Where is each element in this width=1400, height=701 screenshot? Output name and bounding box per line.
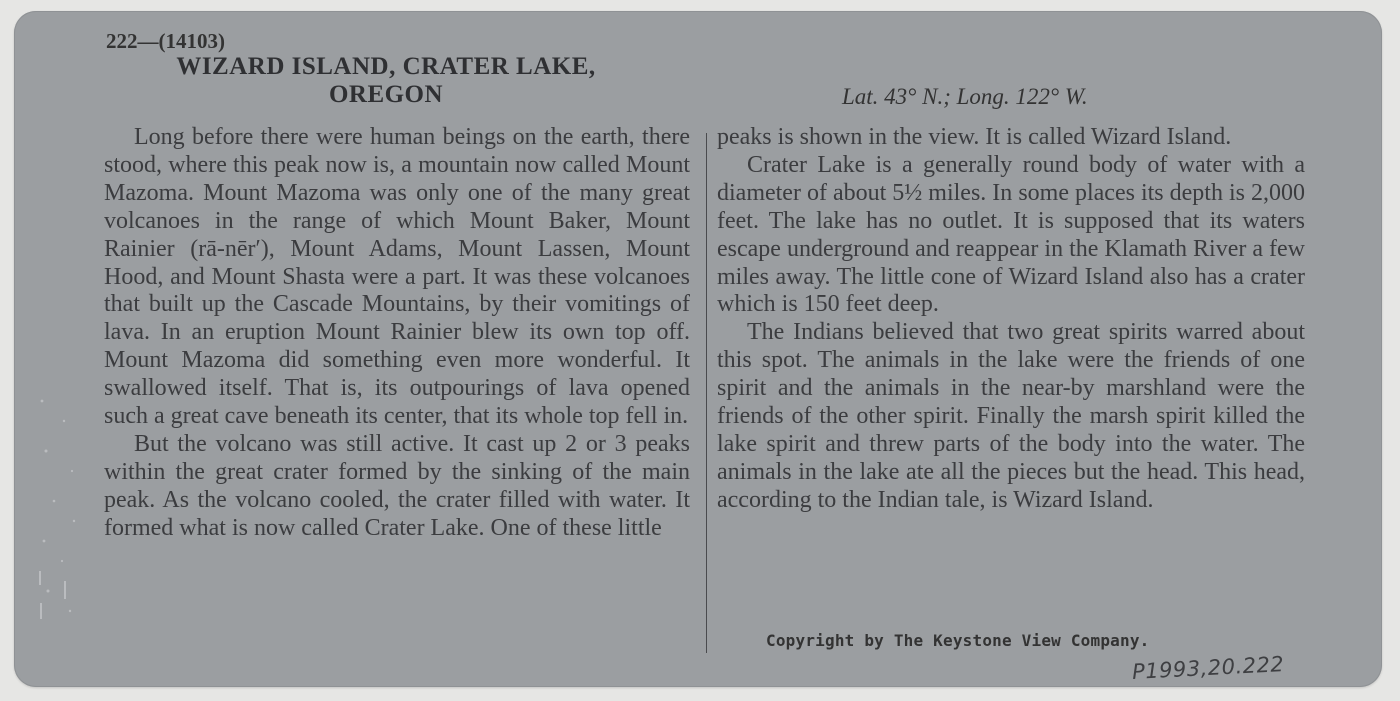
right-text-column xyxy=(717,124,1305,515)
copyright-notice: Copyright by The Keystone View Company. xyxy=(766,631,1150,650)
reference-number: 222—(14103) xyxy=(106,29,225,53)
column-divider xyxy=(706,133,707,653)
stereograph-card-back xyxy=(14,11,1382,687)
right-paragraph-3: The Indians believed that two great spirits warred about this spot. The animals in the lake were the friends of one spirit and the animals in the near-by marshland were the friends of the other spirit. Finally the marsh spirit killed the lake spirit and threw parts of the body into the water. The animals in the lake ate all the pieces but the head. This head, according to the Indian tale, is Wizard Island. xyxy=(717,319,1305,513)
left-text-column xyxy=(104,124,690,543)
card-title xyxy=(106,53,666,109)
left-paragraph-1: Long before there were human beings on the earth, there stood, where this peak now is, a mountain now called Mount Mazoma. Mount Mazoma was only one of the many great volcanoes in the range of which Mount Baker, Mount Rainier (rā-nēr′), Mount Adams, Mount Lassen, Mount Hood, and Mount Shasta were a part. It was these volcanoes that built up the Cascade Mountains, by their vomitings of lava. In an eruption Mount Rainier blew its own top off. Mount Mazoma did something even more wonderful. It swallowed itself. That is, its outpourings of lava opened such a great cave beneath its center, that its whole top fell in. xyxy=(104,124,690,430)
left-paragraph-2: But the volcano was still active. It cast up 2 or 3 peaks within the great crater formed by the sinking of the main peak. As the volcano cooled, the crater filled with water. It formed what is now called Crater Lake. One of these little xyxy=(104,430,690,541)
card-title-line-2: OREGON xyxy=(328,81,444,108)
accession-number: P1993,20.222 xyxy=(1131,652,1285,684)
card-title-line-1: WIZARD ISLAND, CRATER LAKE, xyxy=(176,53,596,80)
right-paragraph-2: Crater Lake is a generally round body of water with a diameter of about 5½ miles. In some places its depth is 2,000 feet. The lake has no outlet. It is supposed that its waters escape underground and reappear in the Klamath River a few miles away. The little cone of Wizard Island also has a crater which is 150 feet deep. xyxy=(717,151,1305,318)
right-paragraph-continued: peaks is shown in the view. It is called Wizard Island. xyxy=(717,124,1232,150)
latitude-longitude: Lat. 43° N.; Long. 122° W. xyxy=(842,84,1088,109)
faded-marks-decoration xyxy=(34,391,84,631)
